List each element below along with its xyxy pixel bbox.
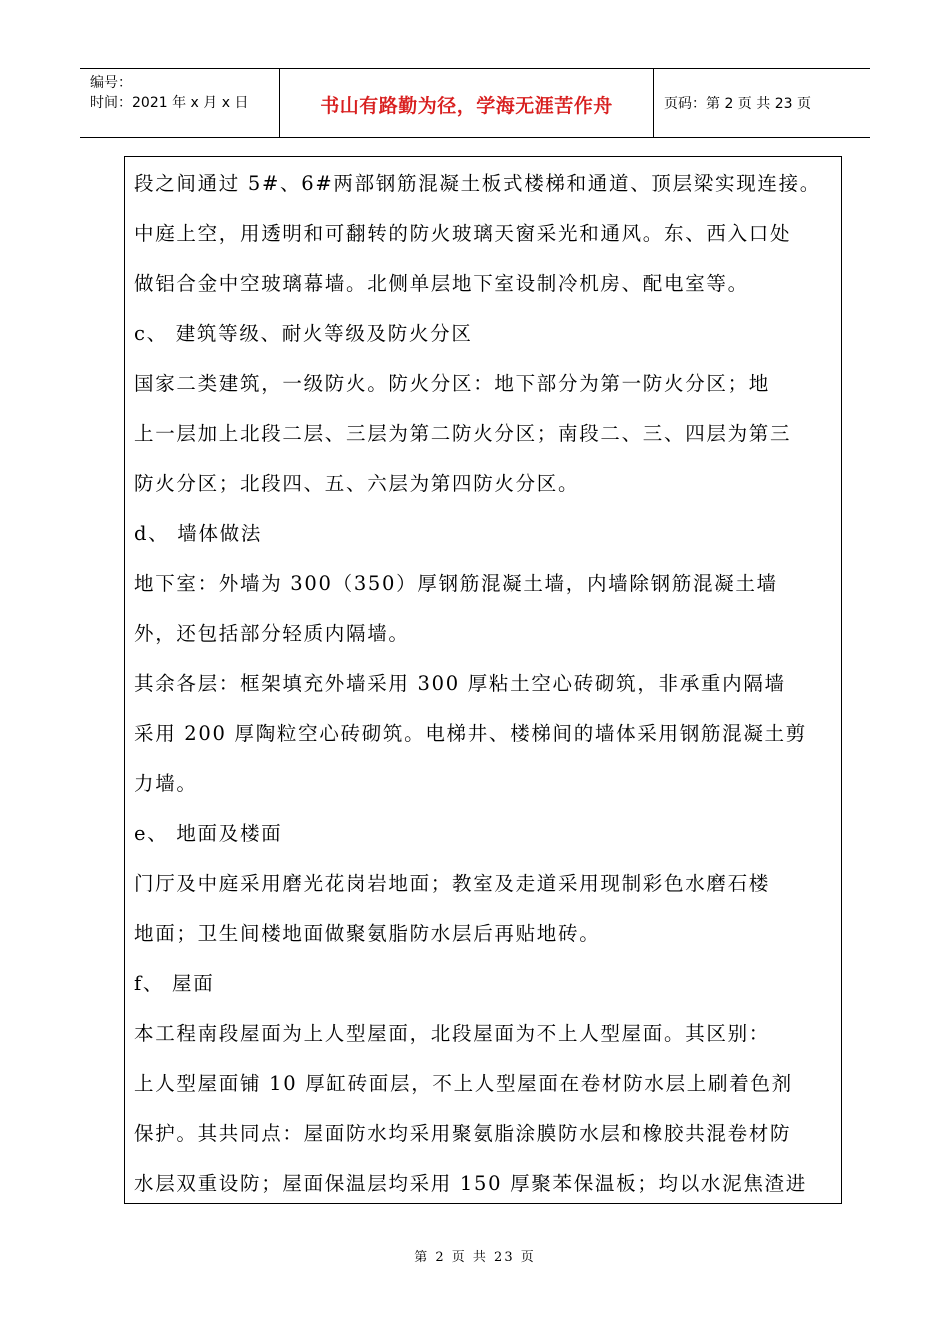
text-line: 外，还包括部分轻质内隔墙。 [134,622,410,645]
text-line: 采用 200 厚陶粒空心砖砌筑。电梯井、楼梯间的墙体采用钢筋混凝土剪 [134,722,807,745]
text-line: 保护。其共同点：屋面防水均采用聚氨脂涂膜防水层和橡胶共混卷材防 [134,1122,792,1145]
text-line: 力墙。 [134,772,198,795]
time-label: 时间：2021 年 x 月 x 日 [90,95,249,111]
header-divider [653,69,654,137]
text-line: 其余各层：框架填充外墙采用 300 厚粘土空心砖砌筑，非承重内隔墙 [134,672,786,695]
content-box [124,156,842,1204]
section-heading-c: c、 建筑等级、耐火等级及防火分区 [134,322,473,345]
text-line: 国家二类建筑，一级防火。防火分区：地下部分为第一防火分区；地 [134,372,771,395]
text-line: 水层双重设防；屋面保温层均采用 150 厚聚苯保温板；均以水泥焦渣进 [134,1172,807,1195]
text-line: 防火分区；北段四、五、六层为第四防火分区。 [134,472,580,495]
section-heading-e: e、 地面及楼面 [134,822,283,845]
header-page-info: 页码：第 2 页 共 23 页 [664,96,811,112]
text-line: 段之间通过 5#、6#两部钢筋混凝土板式楼梯和通道、顶层梁实现连接。 [134,172,821,195]
section-heading-f: f、 屋面 [134,972,215,995]
text-line: 上一层加上北段二层、三层为第二防火分区；南段二、三、四层为第三 [134,422,792,445]
header-meta [90,73,248,113]
page-footer: 第 2 页 共 23 页 [414,1250,536,1265]
text-line: 门厅及中庭采用磨光花岗岩地面；教室及走道采用现制彩色水磨石楼 [134,872,771,895]
text-line: 做铝合金中空玻璃幕墙。北侧单层地下室设制冷机房、配电室等。 [134,272,749,295]
header-motto: 书山有路勤为径，学海无涯苦作舟 [320,95,613,117]
text-line: 地下室：外墙为 300（350）厚钢筋混凝土墙，内墙除钢筋混凝土墙 [134,572,778,595]
document-header [80,68,870,138]
text-line: 本工程南段屋面为上人型屋面，北段屋面为不上人型屋面。其区别： [134,1022,771,1045]
section-heading-d: d、 墙体做法 [134,522,263,545]
serial-label: 编号： [90,75,132,91]
text-line: 地面；卫生间楼地面做聚氨脂防水层后再贴地砖。 [134,922,601,945]
text-line: 上人型屋面铺 10 厚缸砖面层，不上人型屋面在卷材防水层上刷着色剂 [134,1072,793,1095]
text-line: 中庭上空，用透明和可翻转的防火玻璃天窗采光和通风。东、西入口处 [134,222,792,245]
